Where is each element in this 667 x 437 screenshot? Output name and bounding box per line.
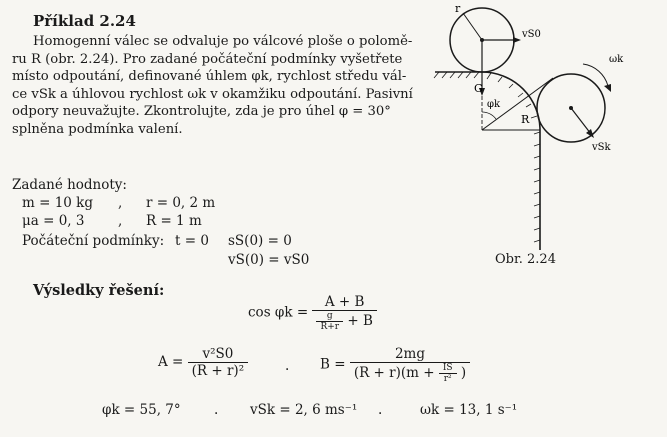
Is-fraction bbox=[439, 363, 457, 384]
g-fraction bbox=[316, 311, 343, 332]
problem-line-3: místo odpoutání, definované úhlem φk, rychlost středu vál- bbox=[12, 69, 407, 85]
surface-hatching bbox=[434, 72, 540, 242]
result-omegak: ωk = 13, 1 s⁻¹ bbox=[420, 402, 518, 418]
problem-line-1: Homogenní válec se odvaluje po válcové ploše o polomě- bbox=[33, 34, 413, 49]
separator-dot-2: . bbox=[214, 402, 219, 418]
equation-A bbox=[158, 346, 248, 379]
label-R: R bbox=[521, 113, 530, 126]
problem-line-4: ce vSk a úhlovou rychlost ωk v okamžiku odpoutání. Pasivní bbox=[12, 86, 413, 102]
equation-B bbox=[320, 346, 470, 384]
problem-title: Příklad 2.24 bbox=[33, 12, 136, 30]
given-sep-2: , bbox=[118, 213, 123, 229]
Is-num: IS bbox=[442, 363, 453, 373]
cos-lhs: cos φk = bbox=[248, 304, 309, 321]
g-num: g bbox=[326, 311, 333, 321]
B-fraction bbox=[350, 346, 470, 384]
A-fraction bbox=[188, 346, 248, 379]
given-mass: m = 10 kg bbox=[22, 195, 93, 211]
problem-line-6: splněna podmínka valení. bbox=[12, 121, 183, 137]
Is-den: r² bbox=[439, 373, 457, 384]
figure-cylinder-on-surface bbox=[425, 0, 667, 250]
B-denominator bbox=[350, 362, 470, 384]
A-denominator: (R + r)² bbox=[188, 362, 248, 379]
cos-den-tail: + B bbox=[347, 313, 373, 329]
cos-fraction bbox=[312, 294, 376, 332]
B-den-post: ) bbox=[460, 365, 467, 381]
label-omegak: ωk bbox=[609, 54, 624, 65]
equation-cos bbox=[248, 294, 377, 332]
radius-line bbox=[463, 13, 482, 40]
problem-statement bbox=[12, 33, 414, 139]
separator-dot-1: . bbox=[285, 358, 290, 374]
label-phik: φk bbox=[487, 99, 501, 110]
initial-velocity: vS(0) = vS0 bbox=[228, 252, 310, 268]
g-den: R+r bbox=[316, 321, 343, 332]
given-radius-R: R = 1 m bbox=[146, 213, 202, 229]
results-heading: Výsledky řešení: bbox=[33, 282, 165, 299]
problem-line-5: odpory neuvažujte. Zkontrolujte, zda je pro úhel φ = 30° bbox=[12, 104, 391, 120]
given-heading: Zadané hodnoty: bbox=[12, 177, 127, 193]
separator-dot-3: . bbox=[378, 402, 383, 418]
cos-denominator bbox=[312, 310, 376, 332]
label-vs0: vS0 bbox=[522, 29, 541, 40]
B-lhs: B = bbox=[320, 356, 346, 373]
cos-numerator: A + B bbox=[324, 294, 365, 310]
B-den-pre: (R + r)(m + bbox=[353, 365, 435, 381]
given-sep-1: , bbox=[118, 195, 123, 211]
initial-conditions-label: Počáteční podmínky: bbox=[22, 233, 165, 249]
label-vsk: vSk bbox=[592, 142, 611, 153]
omega-arrow bbox=[604, 84, 611, 92]
result-vsk: vSk = 2, 6 ms⁻¹ bbox=[250, 402, 358, 418]
B-numerator: 2mg bbox=[394, 346, 426, 362]
problem-line-2: ru R (obr. 2.24). Pro zadané počáteční podmínky vyšetřete bbox=[12, 51, 403, 67]
vs0-arrow bbox=[513, 37, 521, 43]
initial-time: t = 0 bbox=[175, 233, 209, 249]
initial-position: sS(0) = 0 bbox=[228, 233, 292, 249]
given-friction: μa = 0, 3 bbox=[22, 213, 85, 229]
label-G: G bbox=[474, 82, 483, 95]
given-radius-r: r = 0, 2 m bbox=[146, 195, 216, 211]
label-r: r bbox=[455, 2, 461, 15]
A-lhs: A = bbox=[158, 354, 184, 370]
result-phik: φk = 55, 7° bbox=[102, 402, 181, 418]
A-numerator: v²S0 bbox=[202, 346, 234, 362]
figure-caption: Obr. 2.24 bbox=[495, 252, 556, 267]
